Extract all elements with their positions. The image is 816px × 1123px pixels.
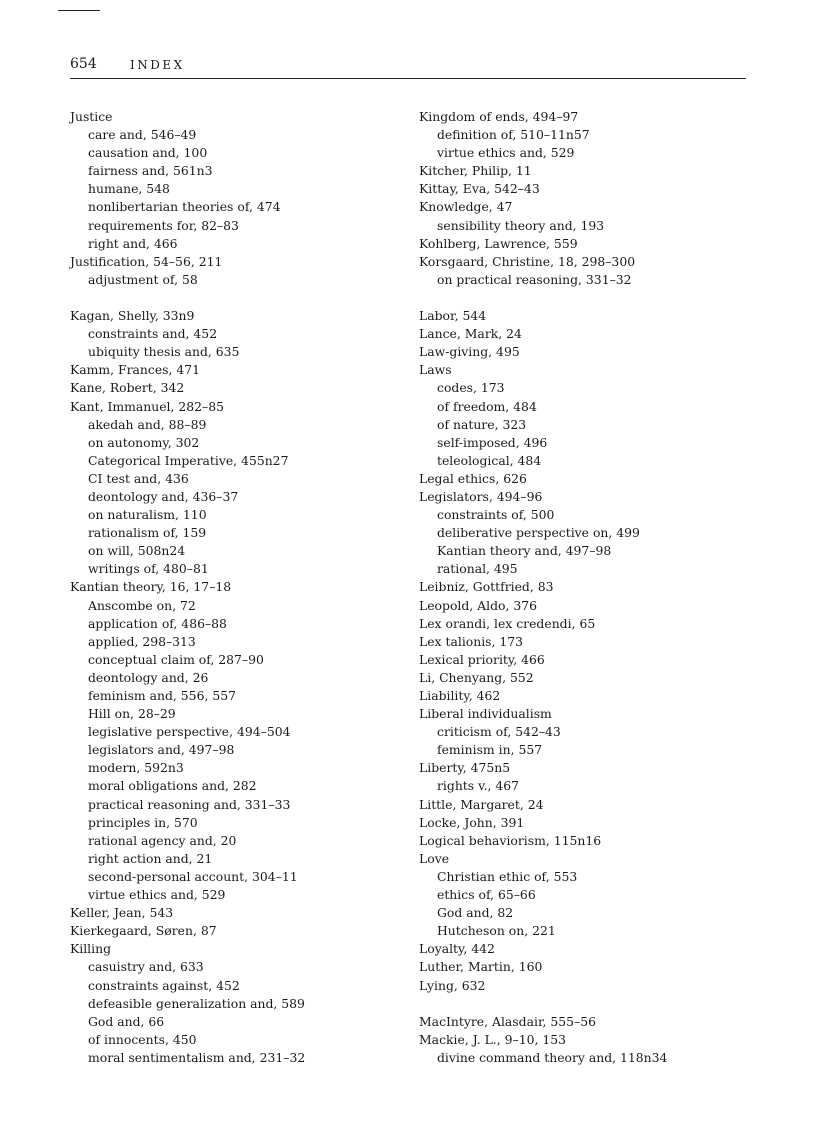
index-column-right [419, 108, 749, 1067]
index-subentry: right action and, 21 [88, 850, 213, 866]
index-subentry: applied, 298–313 [88, 633, 196, 649]
index-subentry: care and, 546–49 [88, 127, 197, 143]
index-entry: Justice [70, 109, 113, 124]
index-entry: Lex talionis, 173 [419, 633, 524, 649]
index-subentry: constraints against, 452 [88, 977, 240, 993]
index-subentry: requirements for, 82–83 [88, 217, 239, 233]
index-subentry: Categorical Imperative, 455n27 [88, 452, 289, 468]
index-subentry: God and, 66 [88, 1013, 165, 1029]
index-subentry: deliberative perspective on, 499 [437, 525, 640, 541]
index-subentry: feminism in, 557 [437, 742, 543, 758]
index-entry: Loyalty, 442 [419, 941, 495, 957]
index-subentry: causation and, 100 [88, 145, 208, 161]
index-subentry: constraints and, 452 [88, 326, 218, 342]
index-entry: Luther, Martin, 160 [419, 959, 543, 975]
index-subentry: Anscombe on, 72 [88, 597, 196, 613]
index-entry: Laws [419, 362, 452, 378]
index-entry: Kane, Robert, 342 [70, 380, 185, 396]
index-entry: Kierkegaard, Søren, 87 [70, 923, 217, 939]
index-subentry: deontology and, 436–37 [88, 488, 239, 504]
index-entry: Labor, 544 [419, 308, 487, 324]
index-entry: Kitcher, Philip, 11 [419, 163, 532, 179]
section-gap [419, 289, 749, 307]
index-subentry: God and, 82 [437, 905, 514, 921]
index-subentry: divine command theory and, 118n34 [437, 1049, 668, 1065]
index-subentry: of freedom, 484 [437, 398, 537, 414]
index-subentry: constraints of, 500 [437, 507, 555, 523]
index-entry: Legislators, 494–96 [419, 488, 543, 504]
index-subentry: casuistry and, 633 [88, 959, 204, 975]
index-entry: Lexical priority, 466 [419, 651, 545, 667]
index-entry: MacIntyre, Alasdair, 555–56 [419, 1013, 596, 1029]
index-subentry: definition of, 510–11n57 [437, 127, 590, 143]
index-entry: Lying, 632 [419, 977, 486, 993]
index-subentry: rational, 495 [437, 561, 518, 577]
index-entry: Korsgaard, Christine, 18, 298–300 [419, 253, 636, 269]
index-subentry: akedah and, 88–89 [88, 416, 207, 432]
index-entry: Little, Margaret, 24 [419, 796, 544, 812]
index-entry: Lex orandi, lex credendi, 65 [419, 615, 596, 631]
index-subentry: legislative perspective, 494–504 [88, 724, 291, 740]
index-entry: Justification, 54–56, 211 [70, 253, 223, 269]
index-entry: Leopold, Aldo, 376 [419, 597, 538, 613]
index-subentry: adjustment of, 58 [88, 271, 198, 287]
index-entry: Liberal individualism [419, 706, 552, 722]
index-subentry: Kantian theory and, 497–98 [437, 543, 612, 559]
index-subentry: rational agency and, 20 [88, 832, 237, 848]
index-subentry: principles in, 570 [88, 814, 198, 830]
index-subentry: Hutcheson on, 221 [437, 923, 556, 939]
index-subentry: modern, 592n3 [88, 760, 184, 776]
index-entry: Kittay, Eva, 542–43 [419, 181, 540, 197]
index-entry: Locke, John, 391 [419, 814, 525, 830]
index-subentry: ubiquity thesis and, 635 [88, 344, 240, 360]
index-entry: Law-giving, 495 [419, 344, 520, 360]
index-entry: Legal ethics, 626 [419, 470, 527, 486]
index-entry: Keller, Jean, 543 [70, 905, 174, 921]
index-entry: Liability, 462 [419, 688, 501, 703]
index-entry: Kohlberg, Lawrence, 559 [419, 235, 578, 251]
index-subentry: on practical reasoning, 331–32 [437, 271, 632, 287]
index-subentry: Christian ethic of, 553 [437, 868, 578, 884]
page-header [70, 56, 746, 79]
index-entry: Kantian theory, 16, 17–18 [70, 579, 232, 595]
index-entry: Love [419, 850, 450, 866]
index-entry: Knowledge, 47 [419, 199, 513, 215]
index-subentry: of innocents, 450 [88, 1031, 197, 1047]
index-subentry: humane, 548 [88, 181, 170, 197]
index-subentry: fairness and, 561n3 [88, 163, 213, 179]
section-gap [419, 995, 749, 1013]
index-entry: Li, Chenyang, 552 [419, 669, 534, 685]
index-entry: Leibniz, Gottfried, 83 [419, 579, 554, 595]
index-subentry: conceptual claim of, 287–90 [88, 651, 264, 667]
index-entry: Kamm, Frances, 471 [70, 362, 201, 378]
section-gap [70, 289, 400, 307]
index-subentry: moral sentimentalism and, 231–32 [88, 1049, 306, 1065]
index-subentry: virtue ethics and, 529 [437, 145, 575, 161]
index-subentry: right and, 466 [88, 235, 178, 251]
index-subentry: of nature, 323 [437, 416, 527, 432]
index-entry: Logical behaviorism, 115n16 [419, 832, 602, 848]
index-subentry: on will, 508n24 [88, 543, 186, 559]
index-subentry: feminism and, 556, 557 [88, 688, 236, 703]
index-entry: Liberty, 475n5 [419, 760, 511, 776]
index-subentry: practical reasoning and, 331–33 [88, 796, 291, 812]
index-column-left [70, 108, 400, 1067]
index-subentry: writings of, 480–81 [88, 561, 209, 577]
top-edge-rule [58, 10, 100, 11]
index-subentry: teleological, 484 [437, 452, 542, 468]
index-subentry: virtue ethics and, 529 [88, 887, 226, 903]
index-subentry: CI test and, 436 [88, 470, 189, 486]
index-entry: Lance, Mark, 24 [419, 326, 522, 342]
index-subentry: deontology and, 26 [88, 669, 209, 685]
index-subentry: rationalism of, 159 [88, 525, 207, 541]
index-subentry: moral obligations and, 282 [88, 778, 257, 794]
index-subentry: criticism of, 542–43 [437, 724, 561, 740]
running-head: INDEX [130, 58, 185, 72]
index-subentry: nonlibertarian theories of, 474 [88, 199, 281, 215]
index-subentry: sensibility theory and, 193 [437, 217, 605, 233]
page-number: 654 [70, 56, 97, 72]
index-subentry: ethics of, 65–66 [437, 887, 536, 903]
index-subentry: self-imposed, 496 [437, 434, 548, 450]
index-subentry: on autonomy, 302 [88, 434, 200, 450]
index-subentry: second-personal account, 304–11 [88, 868, 298, 884]
index-subentry: application of, 486–88 [88, 615, 227, 631]
index-subentry: Hill on, 28–29 [88, 706, 176, 722]
index-subentry: rights v., 467 [437, 778, 520, 794]
index-entry: Kagan, Shelly, 33n9 [70, 308, 195, 324]
index-subentry: codes, 173 [437, 380, 505, 396]
index-entry: Killing [70, 941, 112, 957]
index-entry: Mackie, J. L., 9–10, 153 [419, 1031, 566, 1047]
index-entry: Kant, Immanuel, 282–85 [70, 398, 225, 414]
index-subentry: legislators and, 497–98 [88, 742, 235, 758]
index-entry: Kingdom of ends, 494–97 [419, 109, 579, 124]
index-subentry: defeasible generalization and, 589 [88, 995, 305, 1011]
index-subentry: on naturalism, 110 [88, 507, 207, 523]
